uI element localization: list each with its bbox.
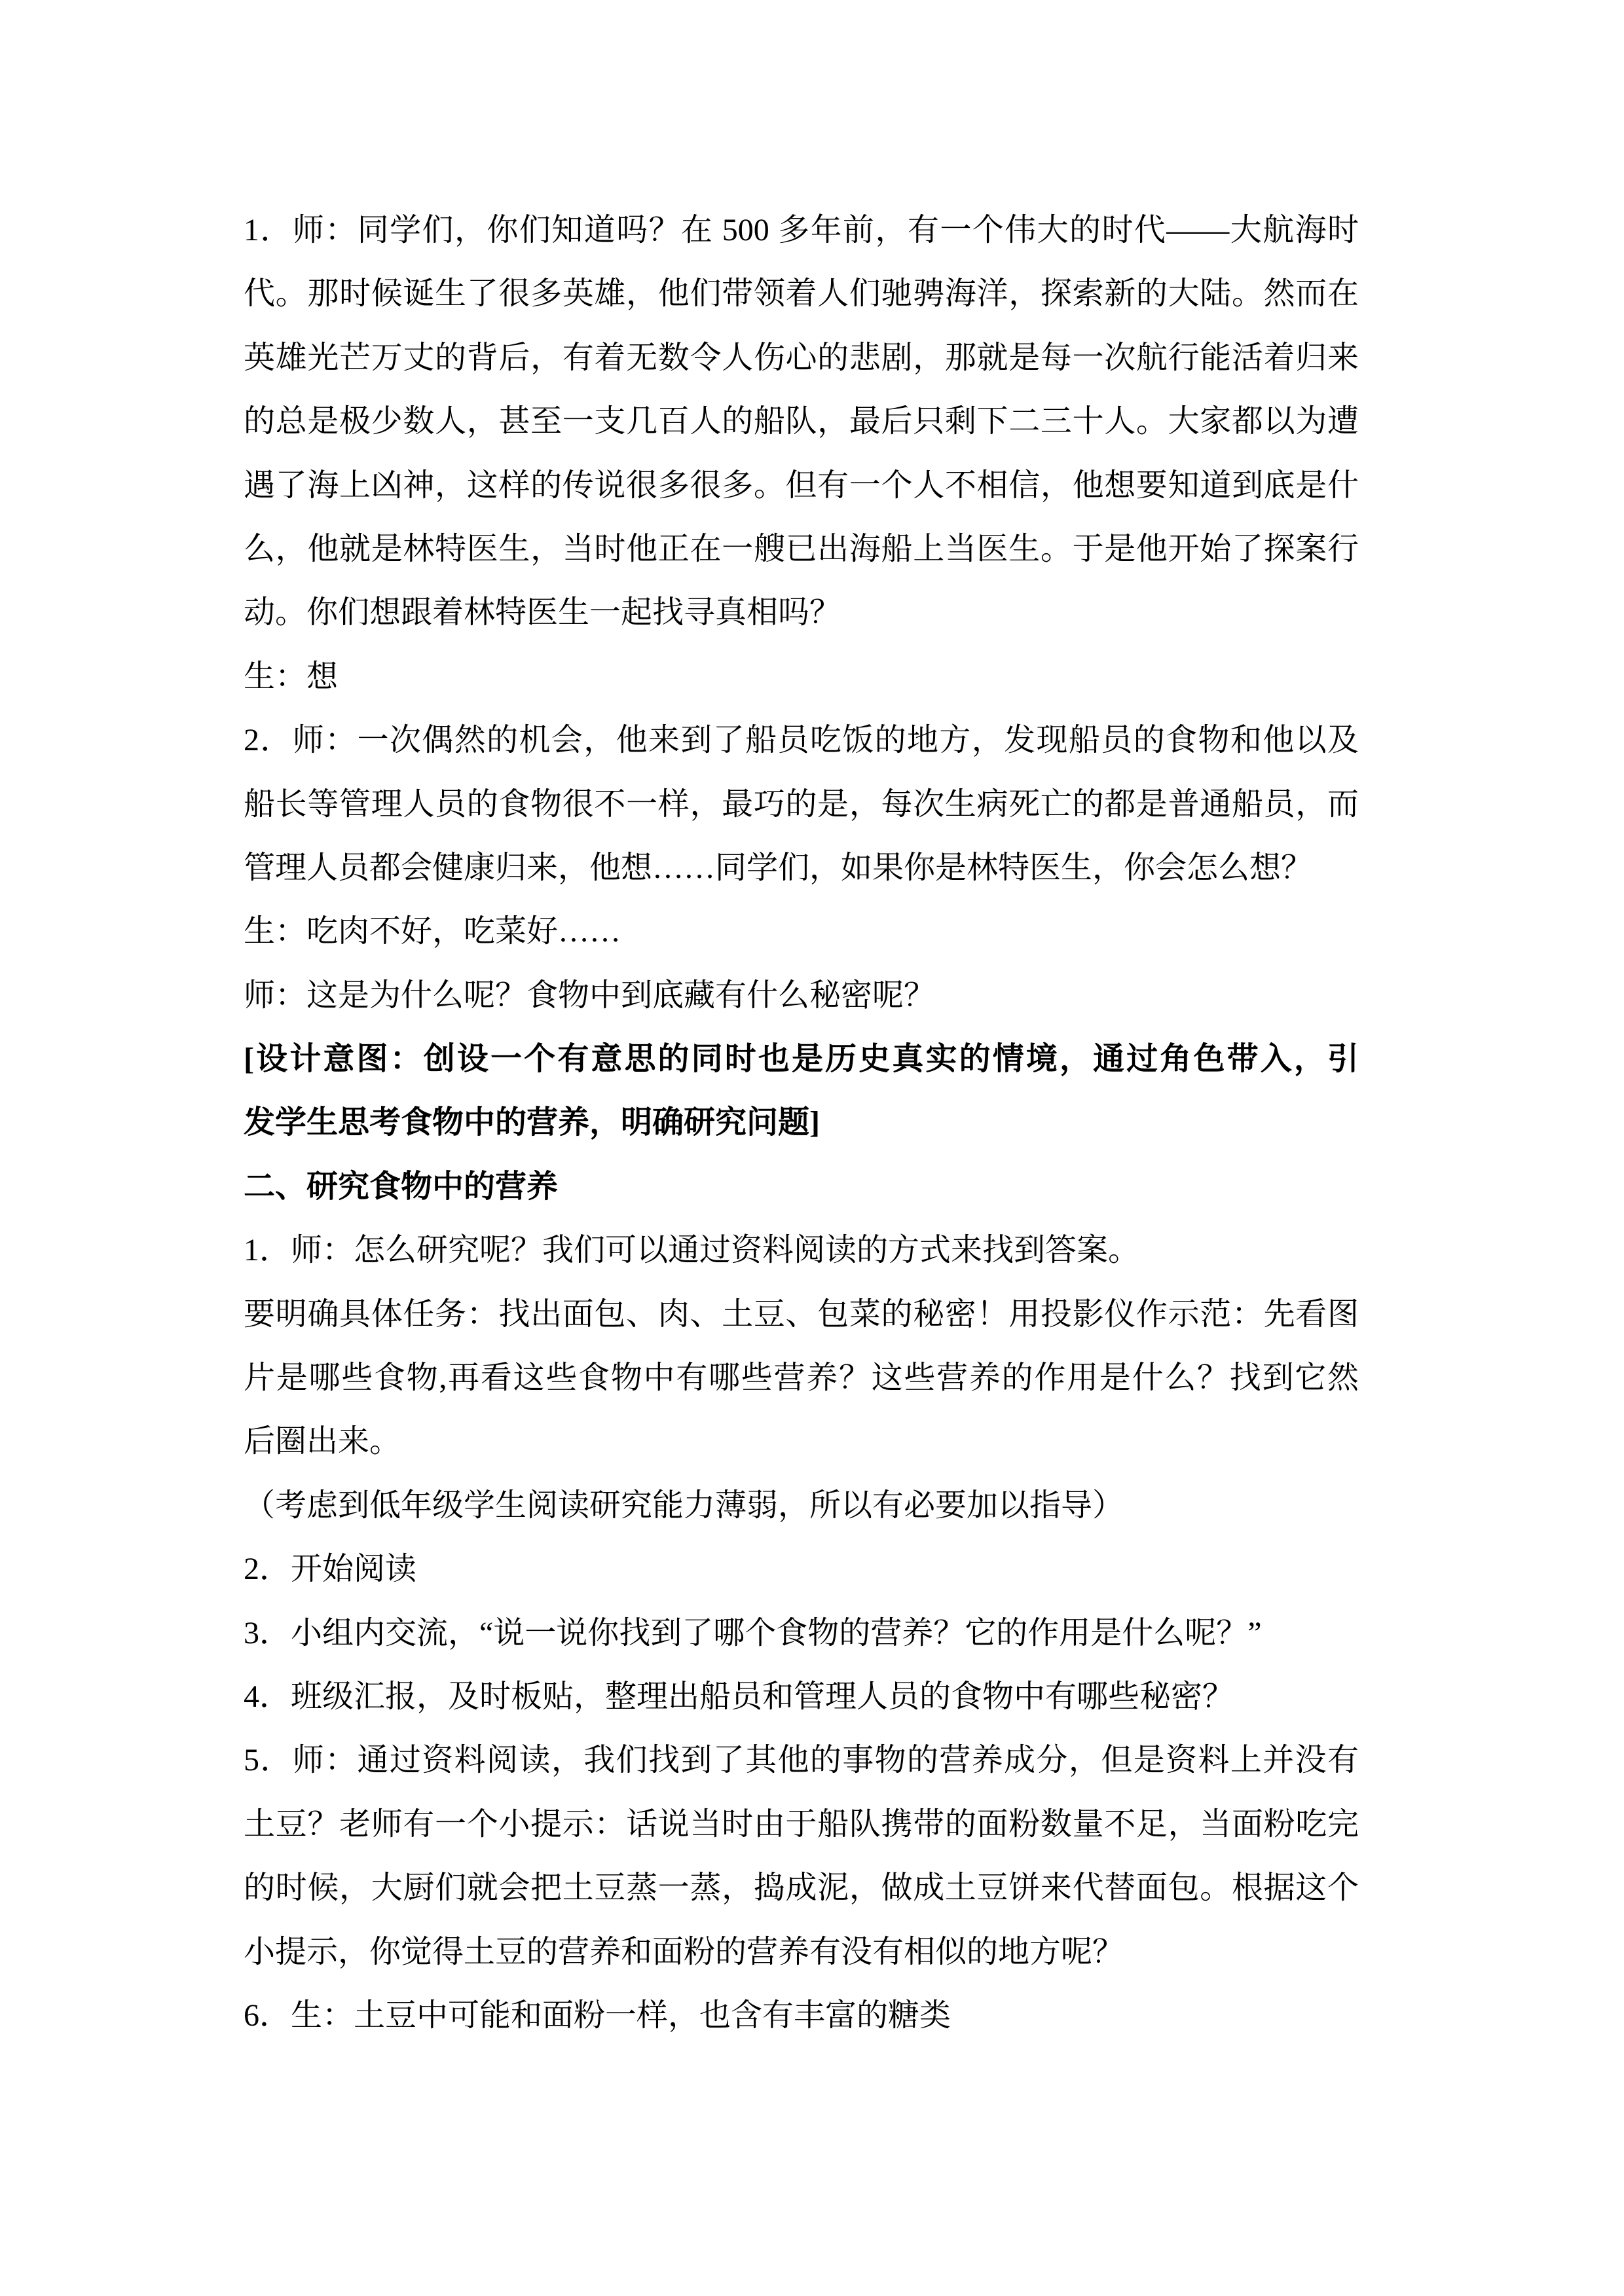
text-line: 师：这是为什么呢？食物中到底藏有什么秘密呢？	[244, 977, 936, 1013]
text-line: 的总是极少数人，甚至一支几百人的船队，最后只剩下二三十人。大家都以为遭	[244, 404, 1359, 439]
text-line: 1．师：怎么研究呢？我们可以通过资料阅读的方式来找到答案。	[244, 1233, 1140, 1268]
text-line: 后圈出来。	[244, 1424, 401, 1459]
lesson-plan-text-block	[244, 198, 1359, 2047]
text-line: 5．师：通过资料阅读，我们找到了其他的事物的营养成分，但是资料上并没有	[244, 1743, 1359, 1778]
text-line: 么，他就是林特医生，当时他正在一艘已出海船上当医生。于是他开始了探案行	[244, 531, 1359, 566]
text-line: 遇了海上凶神，这样的传说很多很多。但有一个人不相信，他想要知道到底是什	[244, 467, 1359, 503]
text-line: 要明确具体任务：找出面包、肉、土豆、包菜的秘密！用投影仪作示范：先看图	[244, 1296, 1359, 1332]
text-line: 生：吃肉不好，吃菜好……	[244, 914, 621, 949]
text-line: 代。那时候诞生了很多英雄，他们带领着人们驰骋海洋，探索新的大陆。然而在	[244, 276, 1359, 312]
text-line: 2．开始阅读	[244, 1552, 417, 1587]
text-line: 的时候，大厨们就会把土豆蒸一蒸，捣成泥，做成土豆饼来代替面包。根据这个	[244, 1870, 1359, 1906]
design-intent-note-line: [设计意图：创设一个有意思的同时也是历史真实的情境，通过角色带入，引	[244, 1042, 1359, 1077]
text-line: 管理人员都会健康归来，他想……同学们，如果你是林特医生，你会怎么想？	[244, 850, 1313, 885]
text-line: 1．师：同学们，你们知道吗？在 500 多年前，有一个伟大的时代——大航海时	[244, 213, 1359, 247]
text-line: 6．生：土豆中可能和面粉一样，也含有丰富的糖类	[244, 1997, 951, 2033]
text-line: 小提示，你觉得土豆的营养和面粉的营养有没有相似的地方呢？	[244, 1934, 1124, 1969]
text-line: （考虑到低年级学生阅读研究能力薄弱，所以有必要加以指导）	[244, 1487, 1124, 1523]
text-line: 3．小组内交流，“说一说你找到了哪个食物的营养？它的作用是什么呢？”	[244, 1615, 1262, 1650]
text-line: 4．班级汇报，及时板贴，整理出船员和管理人员的食物中有哪些秘密？	[244, 1679, 1234, 1714]
text-line: 船长等管理人员的食物很不一样，最巧的是，每次生病死亡的都是普通船员，而	[244, 786, 1359, 822]
text-line: 动。你们想跟着林特医生一起找寻真相吗？	[244, 595, 841, 630]
text-line: 英雄光芒万丈的背后，有着无数令人伤心的悲剧，那就是每一次航行能活着归来	[244, 340, 1359, 375]
design-intent-note-line: 发学生思考食物中的营养，明确研究问题]	[244, 1105, 820, 1140]
text-line: 2．师：一次偶然的机会，他来到了船员吃饭的地方，发现船员的食物和他以及	[244, 723, 1359, 758]
text-line: 片是哪些食物,再看这些食物中有哪些营养？这些营养的作用是什么？找到它然	[244, 1360, 1359, 1396]
text-line: 生：想	[244, 659, 339, 694]
section-heading: 二、研究食物中的营养	[244, 1169, 559, 1204]
text-line: 土豆？老师有一个小提示：话说当时由于船队携带的面粉数量不足，当面粉吃完	[244, 1806, 1359, 1842]
